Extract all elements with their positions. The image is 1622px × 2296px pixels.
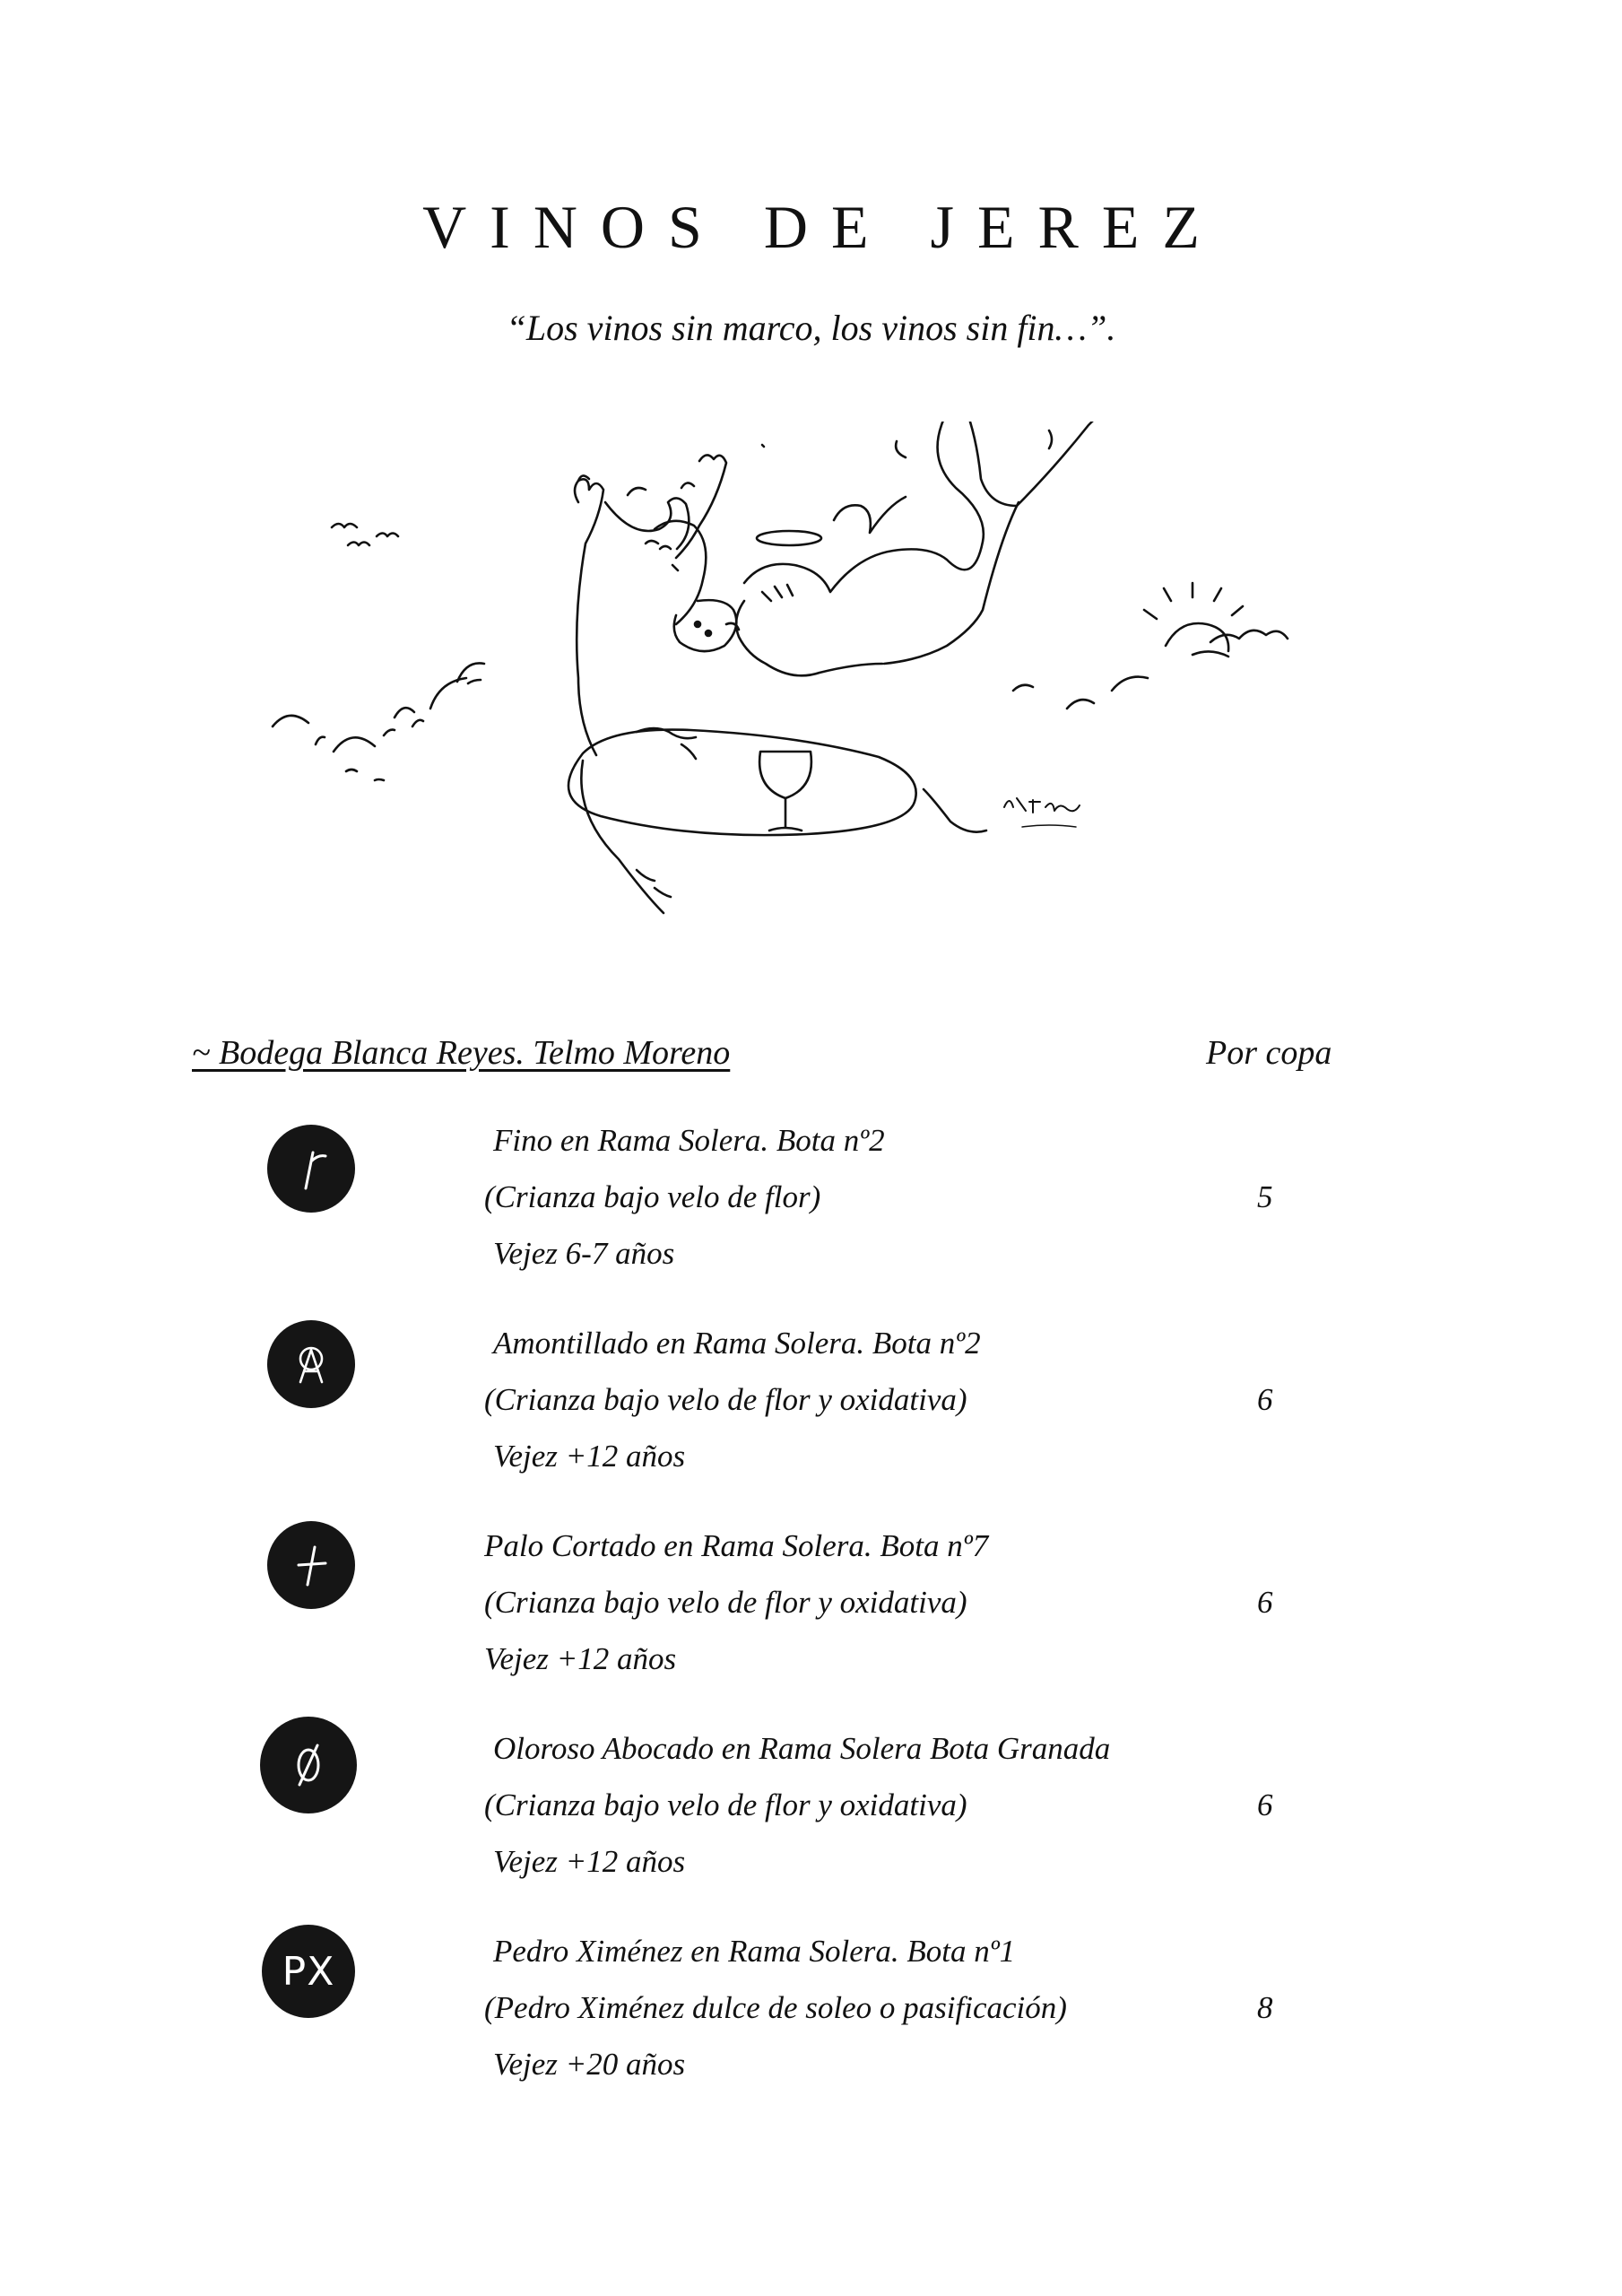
- wine-crianza: (Crianza bajo velo de flor y oxidativa): [484, 1382, 967, 1417]
- wine-item: [0, 1731, 1622, 1910]
- bird-icon: [377, 534, 398, 537]
- page-title: VINOS DE JEREZ: [422, 193, 1223, 261]
- cartoon-illustration: [260, 422, 1318, 924]
- producer-heading: ~ Bodega Blanca Reyes. Telmo Moreno: [192, 1034, 731, 1072]
- cloud-icon: [273, 716, 308, 726]
- wine-name: Fino en Rama Solera. Bota nº2: [493, 1123, 885, 1158]
- table-outline: [568, 730, 916, 836]
- wine-price: 5: [1257, 1179, 1273, 1214]
- wine-vejez: Vejez 6-7 años: [493, 1236, 675, 1271]
- wine-price: 6: [1257, 1787, 1273, 1822]
- wine-glass-icon: [759, 752, 811, 798]
- wine-crianza: (Crianza bajo velo de flor y oxidativa): [484, 1787, 967, 1822]
- wine-price: 6: [1257, 1382, 1273, 1417]
- wine-name: Pedro Ximénez en Rama Solera. Bota nº1: [493, 1934, 1016, 1969]
- fino-symbol-icon: [267, 1125, 355, 1213]
- wine-item: [0, 1528, 1622, 1708]
- amontillado-symbol-icon: [267, 1320, 355, 1408]
- wine-vejez: Vejez +20 años: [493, 2047, 686, 2082]
- bird-icon: [348, 543, 369, 546]
- wine-vejez: Vejez +12 años: [493, 1439, 686, 1474]
- wine-crianza: (Crianza bajo velo de flor): [484, 1179, 821, 1214]
- wine-name: Amontillado en Rama Solera. Bota nº2: [493, 1326, 981, 1361]
- wine-item: [0, 1326, 1622, 1505]
- wine-item: [0, 1934, 1622, 2113]
- wine-name: Oloroso Abocado en Rama Solera Bota Granada: [493, 1731, 1111, 1766]
- wine-price: 6: [1257, 1585, 1273, 1620]
- wine-crianza: (Crianza bajo velo de flor y oxidativa): [484, 1585, 967, 1620]
- px-symbol-icon: [262, 1925, 355, 2018]
- price-column-header: Por copa: [1206, 1034, 1332, 1072]
- wine-vejez: Vejez +12 años: [493, 1844, 686, 1879]
- palo-cortado-symbol-icon: [267, 1521, 355, 1609]
- wine-vejez: Vejez +12 años: [484, 1641, 677, 1676]
- wine-price: 8: [1257, 1990, 1273, 2025]
- bird-icon: [332, 524, 357, 527]
- px-badge-text: PX: [282, 1948, 335, 1995]
- wine-item: [0, 1123, 1622, 1302]
- wine-name: Palo Cortado en Rama Solera. Bota nº7: [484, 1528, 989, 1563]
- wine-crianza: (Pedro Ximénez dulce de soleo o pasificación): [484, 1990, 1067, 2025]
- quote-subtitle: “Los vinos sin marco, los vinos sin fin…”.: [506, 308, 1116, 348]
- halo-icon: [757, 531, 821, 545]
- oloroso-symbol-icon: [260, 1717, 357, 1813]
